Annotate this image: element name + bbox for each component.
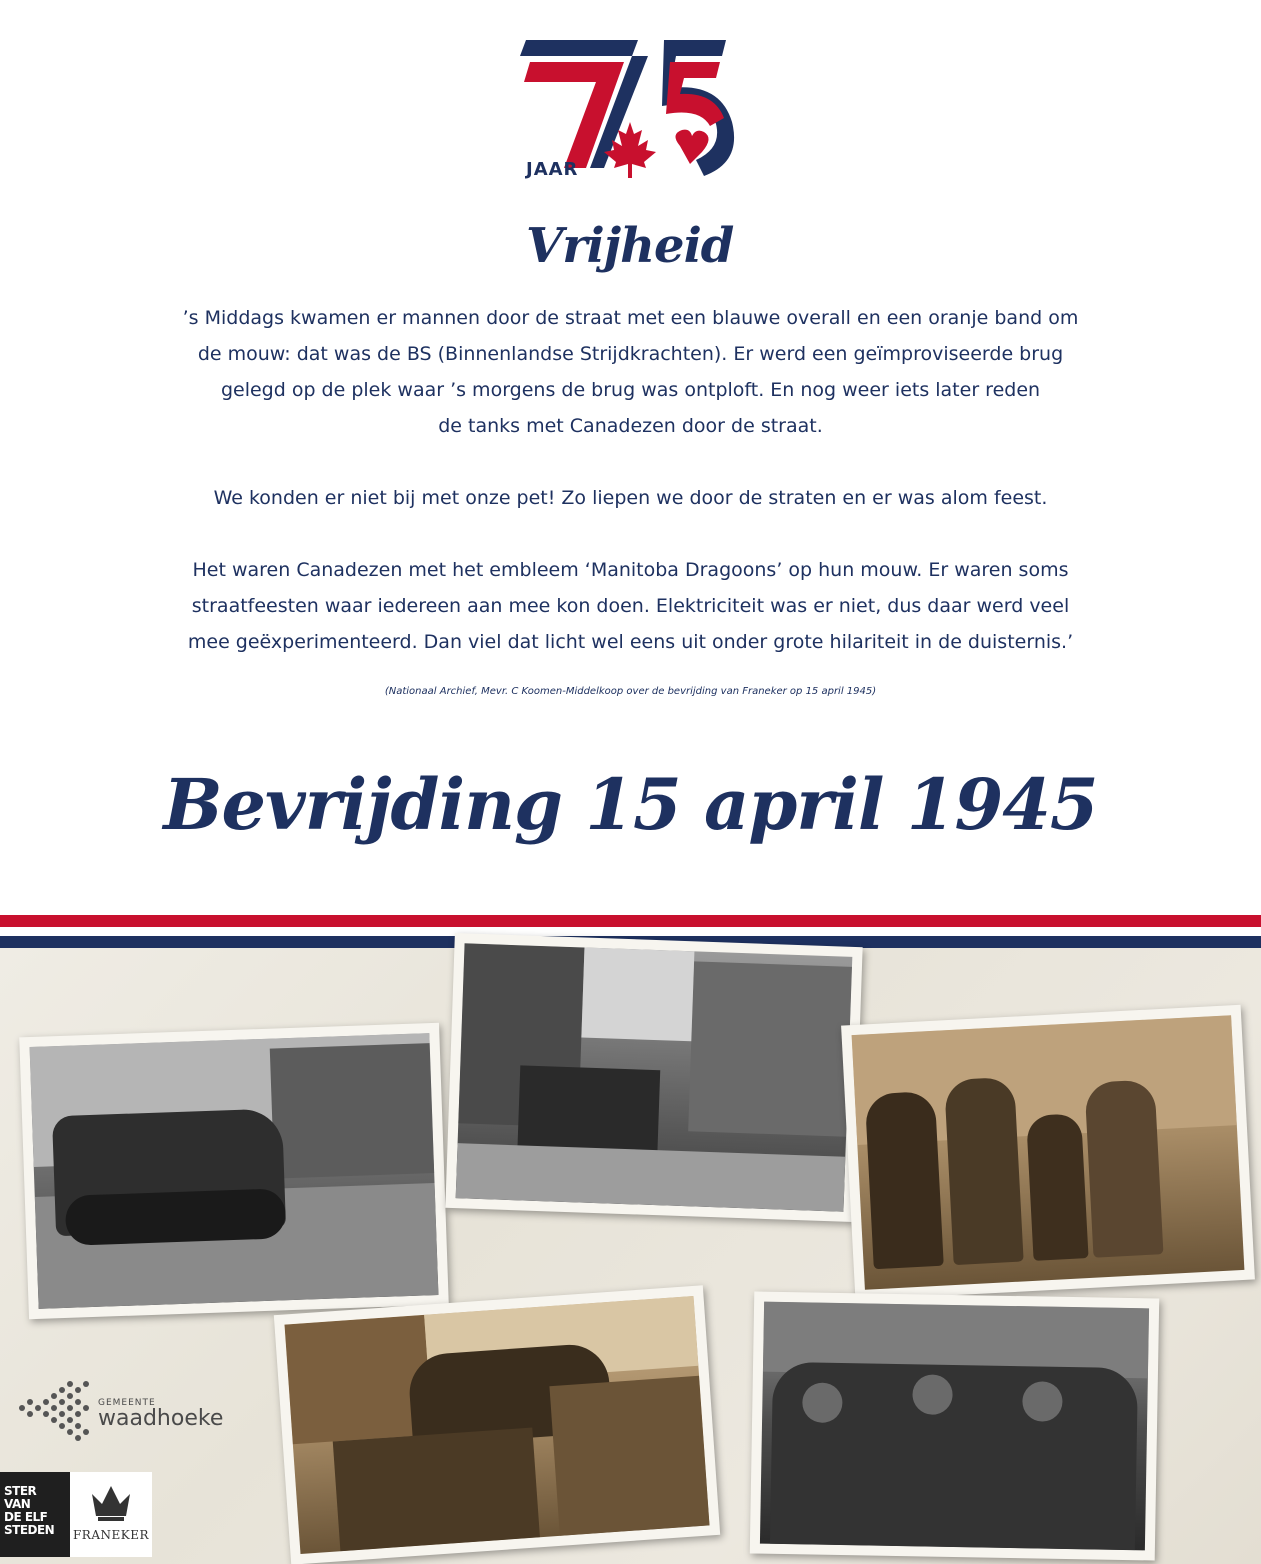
soldiers-image <box>760 1302 1149 1551</box>
stripe-white <box>0 927 1261 936</box>
street-image <box>456 943 853 1211</box>
quote-paragraph-2: We konden er niet bij met onze pet! Zo liepen we door de straten en er was alom feest. <box>213 487 1048 509</box>
waadhoeke-logo <box>14 1378 239 1448</box>
quote-line: Het waren Canadezen met het embleem ‘Manitoba Dragoons’ op hun mouw. Er waren soms <box>192 559 1069 581</box>
logo-jaar-text: JAAR <box>526 159 579 180</box>
crowd-image <box>284 1296 709 1554</box>
children-image <box>852 1015 1245 1290</box>
photo-tank <box>19 1023 449 1319</box>
75-jaar-vrijheid-logo <box>520 34 745 274</box>
quote-line: straatfeesten waar iedereen aan mee kon doen. Elektriciteit was er niet, dus daar werd veel <box>191 595 1070 617</box>
logo-75-graphic <box>520 34 745 224</box>
ster-van-de-elf-steden-logo <box>0 1472 70 1557</box>
photo-soldiers <box>750 1291 1160 1560</box>
quote-paragraph-3 <box>150 552 1111 660</box>
quote-source: (Nationaal Archief, Mevr. C Koomen-Middelkoop over de bevrijding van Franeker op 15 april 1945) <box>384 686 877 697</box>
franeker-logo <box>70 1472 152 1557</box>
ster-line: VAN <box>4 1497 31 1511</box>
stripe-red <box>0 915 1261 927</box>
waadhoeke-prefix: GEMEENTE <box>98 1398 156 1408</box>
page-title: Bevrijding 15 april 1945 <box>163 763 1098 846</box>
quote-line: de tanks met Canadezen door de straat. <box>438 415 823 437</box>
ster-line: STEDEN <box>4 1523 55 1537</box>
quote-paragraph-1 <box>150 300 1111 444</box>
franeker-crown-icon <box>70 1472 152 1528</box>
photo-street <box>445 933 862 1222</box>
ster-line: DE ELF <box>4 1510 48 1524</box>
tank-image <box>30 1033 439 1309</box>
quote-line: de mouw: dat was de BS (Binnenlandse Strijdkrachten). Er werd een geïmproviseerde brug <box>197 343 1064 365</box>
quote-line: ’s Middags kwamen er mannen door de straat met een blauwe overall en een oranje band om <box>182 307 1079 329</box>
waadhoeke-pattern-icon <box>14 1378 94 1448</box>
photo-crowd <box>274 1285 720 1564</box>
quote-line: mee geëxperimenteerd. Dan viel dat licht wel eens uit onder grote hilariteit in de duisternis.’ <box>187 631 1074 653</box>
quote-line: gelegd op de plek waar ’s morgens de brug was ontploft. En nog weer iets later reden <box>220 379 1041 401</box>
quote-text <box>150 300 1111 660</box>
waadhoeke-name: waadhoeke <box>98 1406 224 1431</box>
logo-vrijheid-text: Vrijheid <box>526 218 734 274</box>
ster-line: STER <box>4 1484 37 1498</box>
franeker-name: FRANEKER <box>72 1528 150 1542</box>
photo-children <box>841 1005 1255 1301</box>
